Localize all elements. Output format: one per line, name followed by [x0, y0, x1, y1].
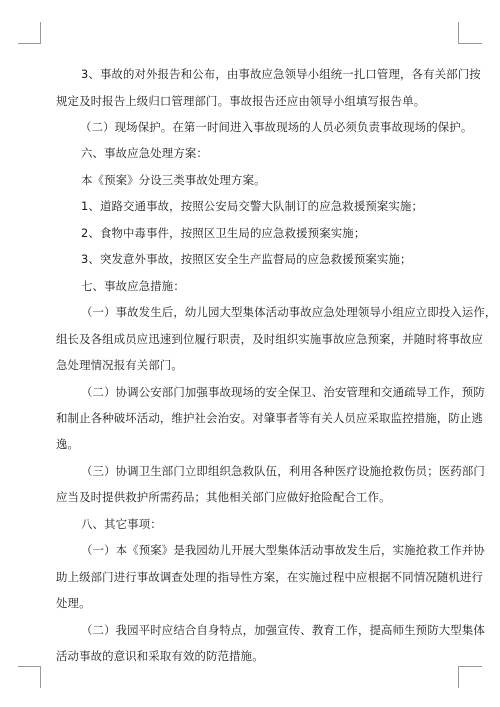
- text-line: 活动事故的意识和采取有效的防范措施。: [56, 649, 264, 663]
- text-line: 规定及时报告上级归口管理部门。事故报告还应由领导小组填写报告单。: [56, 93, 426, 108]
- text-line: 急处理情况报有关部门。: [56, 358, 183, 372]
- list-item: 3、突发意外事故，按照区安全生产监督局的应急救援预案实施；: [81, 252, 412, 267]
- text-line: （一）本《预案》是我园幼儿开展大型集体活动事故发生后，实施抢救工作并协: [81, 543, 485, 558]
- text-line: 助上级部门进行事故调查处理的指导性方案，在实施过程中应根据不同情况随机进行: [56, 569, 484, 584]
- text-line: （二）现场保护。在第一时间进入事故现场的人员必须负责事故现场的保护。: [80, 119, 473, 134]
- text-line: 应当及时提供救护所需药品；其他相关部门应做好抢险配合工作。: [56, 490, 391, 505]
- text-line: 本《预案》分设三类事故处理方案。: [81, 172, 266, 187]
- text-line: （二）我园平时应结合自身特点，加强宣传、教育工作，提高师生预防大型集体: [81, 622, 485, 637]
- text-line: （二）协调公安部门加强事故现场的安全保卫、治安管理和交通疏导工作，预防: [81, 384, 485, 399]
- text-line: 和制止各种破坏活动，维护社会治安。对肇事者等有关人员应采取监控措施，防止逃: [56, 410, 484, 425]
- text-line: 逸。: [56, 437, 80, 452]
- section-heading: 六、事故应急处理方案：: [81, 146, 208, 161]
- text-line: 处理。: [56, 596, 91, 611]
- text-line: 3、事故的对外报告和公布，由事故应急领导小组统一扎口管理，各有关部门按: [81, 67, 481, 81]
- section-heading: 七、事故应急措施：: [81, 278, 185, 293]
- section-heading: 八、其它事项：: [81, 516, 162, 531]
- text-line: （一）事故发生后，幼儿园大型集体活动事故应急处理领导小组应立即投入运作，: [81, 305, 497, 320]
- text-line: 组长及各组成员应迅速到位履行职责，及时组织实施事故应急预案，并随时将事故应: [56, 331, 484, 346]
- text-line: （三）协调卫生部门立即组织急救队伍，利用各种医疗设施抢救伤员；医药部门: [81, 463, 485, 478]
- list-item: 1、道路交通事故，按照公安局交警大队制订的应急救援预案实施；: [81, 199, 424, 214]
- list-item: 2、食物中毒事件，按照区卫生局的应急救援预案实施；: [81, 225, 366, 240]
